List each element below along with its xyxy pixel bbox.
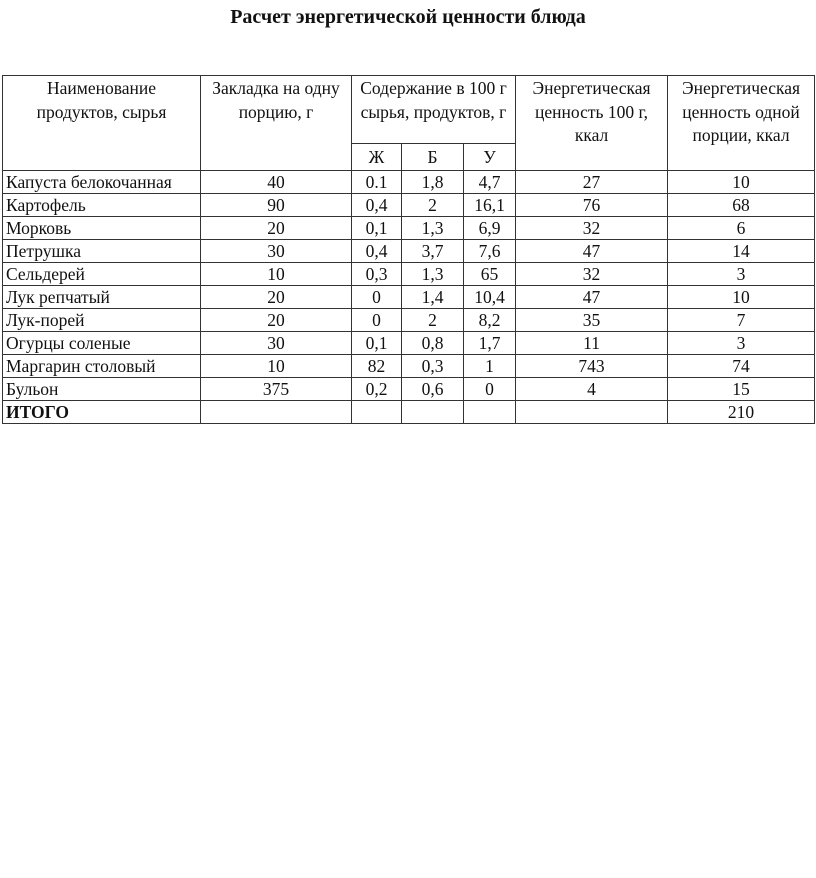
cell-fat: 0.1 xyxy=(352,171,402,194)
cell-product-name: Лук-порей xyxy=(3,309,201,332)
cell-fat: 0,3 xyxy=(352,263,402,286)
cell-energy-portion: 6 xyxy=(668,217,815,240)
cell-carbs: 0 xyxy=(464,378,516,401)
cell-energy-portion: 15 xyxy=(668,378,815,401)
cell-fat: 0,1 xyxy=(352,332,402,355)
cell-protein: 2 xyxy=(402,309,464,332)
total-energy-portion: 210 xyxy=(668,401,815,424)
cell-energy-100g: 76 xyxy=(516,194,668,217)
cell-protein: 3,7 xyxy=(402,240,464,263)
table-row xyxy=(3,217,815,240)
cell-energy-portion: 10 xyxy=(668,171,815,194)
header-protein: Б xyxy=(402,144,464,171)
cell-energy-100g: 743 xyxy=(516,355,668,378)
cell-carbs: 7,6 xyxy=(464,240,516,263)
cell-energy-100g: 32 xyxy=(516,217,668,240)
cell-portion: 40 xyxy=(201,171,352,194)
energy-value-table xyxy=(2,75,815,424)
cell-protein: 1,4 xyxy=(402,286,464,309)
cell-protein: 0,8 xyxy=(402,332,464,355)
empty-cell xyxy=(516,401,668,424)
cell-product-name: Сельдерей xyxy=(3,263,201,286)
cell-portion: 10 xyxy=(201,263,352,286)
cell-portion: 10 xyxy=(201,355,352,378)
cell-portion: 30 xyxy=(201,240,352,263)
cell-energy-100g: 11 xyxy=(516,332,668,355)
cell-fat: 0,4 xyxy=(352,194,402,217)
cell-portion: 90 xyxy=(201,194,352,217)
table-row xyxy=(3,240,815,263)
cell-fat: 0 xyxy=(352,309,402,332)
table-row xyxy=(3,194,815,217)
total-row xyxy=(3,401,815,424)
header-portion-weight: Закладка на одну порцию, г xyxy=(201,76,352,171)
cell-product-name: Морковь xyxy=(3,217,201,240)
cell-carbs: 10,4 xyxy=(464,286,516,309)
cell-portion: 20 xyxy=(201,217,352,240)
cell-protein: 1,8 xyxy=(402,171,464,194)
cell-fat: 82 xyxy=(352,355,402,378)
cell-portion: 375 xyxy=(201,378,352,401)
empty-cell xyxy=(352,401,402,424)
cell-energy-portion: 3 xyxy=(668,263,815,286)
table-row xyxy=(3,263,815,286)
cell-product-name: Капуста белокочанная xyxy=(3,171,201,194)
cell-fat: 0 xyxy=(352,286,402,309)
cell-energy-100g: 27 xyxy=(516,171,668,194)
table-row xyxy=(3,355,815,378)
cell-portion: 30 xyxy=(201,332,352,355)
cell-product-name: Бульон xyxy=(3,378,201,401)
header-energy-portion: Энергетическая ценность одной порции, ккал xyxy=(668,76,815,171)
page-title: Расчет энергетической ценности блюда xyxy=(230,6,586,28)
table-row xyxy=(3,332,815,355)
header-fat: Ж xyxy=(352,144,402,171)
cell-portion: 20 xyxy=(201,286,352,309)
cell-energy-portion: 74 xyxy=(668,355,815,378)
cell-carbs: 8,2 xyxy=(464,309,516,332)
empty-cell xyxy=(201,401,352,424)
cell-product-name: Огурцы соленые xyxy=(3,332,201,355)
table-row xyxy=(3,171,815,194)
header-product-name: Наименование продуктов, сырья xyxy=(3,76,201,171)
cell-product-name: Маргарин столовый xyxy=(3,355,201,378)
cell-energy-portion: 68 xyxy=(668,194,815,217)
cell-carbs: 1 xyxy=(464,355,516,378)
cell-energy-100g: 35 xyxy=(516,309,668,332)
cell-energy-portion: 7 xyxy=(668,309,815,332)
cell-energy-100g: 47 xyxy=(516,286,668,309)
cell-energy-100g: 47 xyxy=(516,240,668,263)
cell-fat: 0,2 xyxy=(352,378,402,401)
cell-energy-portion: 10 xyxy=(668,286,815,309)
empty-cell xyxy=(464,401,516,424)
table-row xyxy=(3,378,815,401)
cell-protein: 2 xyxy=(402,194,464,217)
cell-energy-portion: 14 xyxy=(668,240,815,263)
cell-portion: 20 xyxy=(201,309,352,332)
cell-carbs: 16,1 xyxy=(464,194,516,217)
cell-carbs: 6,9 xyxy=(464,217,516,240)
cell-product-name: Лук репчатый xyxy=(3,286,201,309)
header-carbs: У xyxy=(464,144,516,171)
cell-energy-portion: 3 xyxy=(668,332,815,355)
total-label: ИТОГО xyxy=(3,401,201,424)
cell-product-name: Петрушка xyxy=(3,240,201,263)
cell-carbs: 65 xyxy=(464,263,516,286)
cell-carbs: 1,7 xyxy=(464,332,516,355)
cell-carbs: 4,7 xyxy=(464,171,516,194)
table-row xyxy=(3,309,815,332)
cell-product-name: Картофель xyxy=(3,194,201,217)
cell-energy-100g: 32 xyxy=(516,263,668,286)
cell-energy-100g: 4 xyxy=(516,378,668,401)
header-energy-100g: Энергетическая ценность 100 г, ккал xyxy=(516,76,668,171)
cell-protein: 1,3 xyxy=(402,263,464,286)
cell-protein: 1,3 xyxy=(402,217,464,240)
empty-cell xyxy=(402,401,464,424)
cell-fat: 0,4 xyxy=(352,240,402,263)
cell-protein: 0,3 xyxy=(402,355,464,378)
header-content-per-100g: Содержание в 100 г сырья, продуктов, г xyxy=(352,76,516,144)
table-row xyxy=(3,286,815,309)
cell-fat: 0,1 xyxy=(352,217,402,240)
cell-protein: 0,6 xyxy=(402,378,464,401)
